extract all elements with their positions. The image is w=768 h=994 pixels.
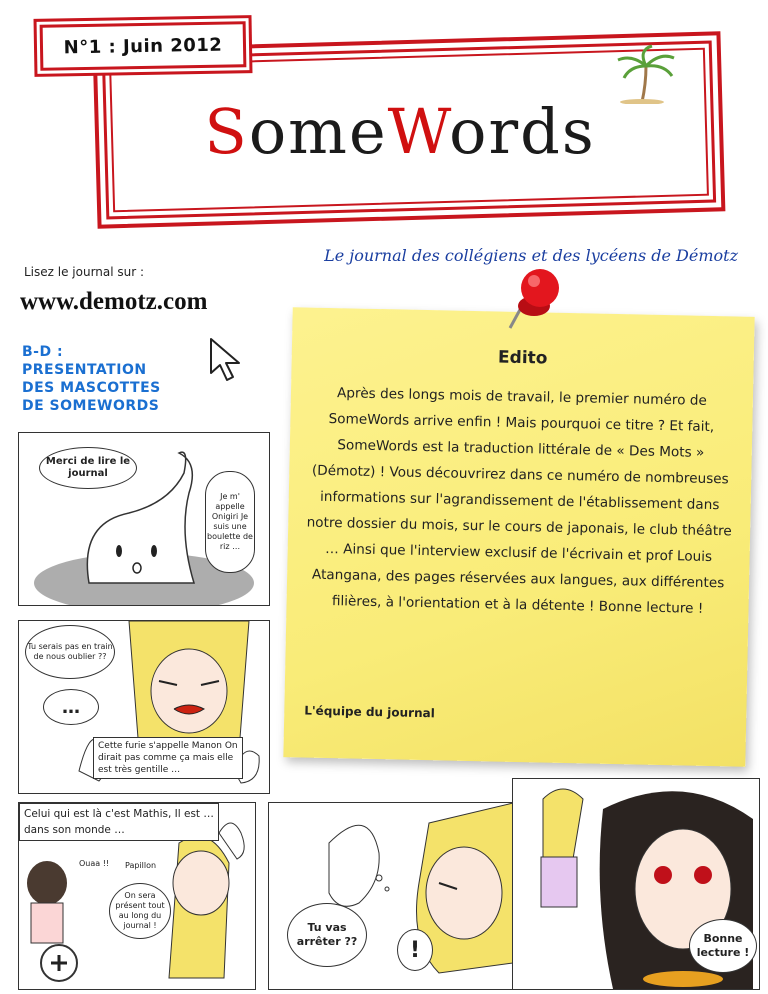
caption-box: [93, 737, 243, 779]
edito-heading: Edito: [497, 347, 548, 369]
read-on-label: Lisez le journal sur :: [24, 265, 145, 279]
cursor-arrow-icon: [205, 335, 251, 383]
bd-heading-line: PRESENTATION: [22, 362, 147, 378]
edito-signature: L'équipe du journal: [304, 703, 435, 721]
bubble-text: …: [62, 696, 80, 718]
bubble-text: Bonne lecture !: [696, 932, 750, 959]
bd-heading-line: DE SOMEWORDS: [22, 398, 160, 414]
papillon-label: Papillon: [125, 861, 157, 870]
speech-bubble: [25, 625, 115, 679]
exclamation-bubble: [397, 929, 433, 971]
onigiri-bubble: [205, 471, 255, 573]
title-ords: ords: [449, 95, 596, 168]
comic-panel-4: [268, 802, 514, 990]
comic-panel-1: [18, 432, 270, 606]
website-url[interactable]: www.demotz.com: [20, 288, 208, 315]
speech-bubble: [109, 883, 171, 939]
speech-bubble: [39, 447, 137, 489]
speech-bubble: [287, 903, 367, 967]
comic-panel-3: [18, 802, 256, 990]
ouaa-text: Ouaa !!: [79, 859, 110, 868]
bubble-text: Je m' appelle Onigiri Je suis une boulette de riz …: [207, 492, 253, 551]
title-accent-s: S: [204, 95, 249, 168]
comic-panel-2: [18, 620, 270, 794]
bubble-text: Tu serais pas en train de nous oublier ??: [27, 642, 113, 661]
title-accent-w: W: [387, 95, 450, 168]
push-pin-icon: [492, 266, 572, 336]
title-ome: ome: [248, 95, 388, 168]
journal-subtitle: Le journal des collégiens et des lycéens de Démotz: [324, 246, 738, 265]
issue-label: N°1 : Juin 2012: [40, 21, 247, 71]
edito-note: [283, 307, 754, 767]
bubble-text: Tu vas arrêter ??: [296, 921, 358, 948]
palm-tree-icon: [612, 44, 682, 104]
bd-heading-line: B-D :: [22, 344, 64, 360]
caption-text: Celui qui est là c'est Mathis, Il est … dans son monde …: [24, 808, 214, 836]
speech-bubble: [689, 919, 757, 973]
caption-box: [19, 803, 219, 841]
bubble-text: Merci de lire le journal: [45, 456, 131, 479]
dots-bubble: [43, 689, 99, 725]
bd-heading: [22, 343, 212, 415]
comic-panel-5: [512, 778, 760, 990]
caption-text: Cette furie s'appelle Manon On dirait pas comme ça mais elle est très gentille …: [98, 741, 238, 775]
journal-title: [140, 95, 660, 168]
edito-body: Après des longs mois de travail, le premier numéro de SomeWords arrive enfin ! Mais pourquoi ce titre ? Et fait, SomeWords est la traduction littérale de « Des Mots » (Démotz) ! Vous découvrirez dans ce numéro de nombreuses informations sur l'agrandissement de l'établissement dans notre dossier du mois, sur le cours de japonais, le club théâtre … Ainsi que l'interview exclusif de l'écrivain et prof Louis Atangana, des pages réservées aux langues, aux différentes filières, à l'orientation et à la détente ! Bonne lecture !: [306, 385, 732, 617]
bd-heading-line: DES MASCOTTES: [22, 380, 161, 396]
bubble-text: !: [409, 937, 421, 963]
bubble-text: On sera présent tout au long du journal !: [115, 891, 165, 930]
